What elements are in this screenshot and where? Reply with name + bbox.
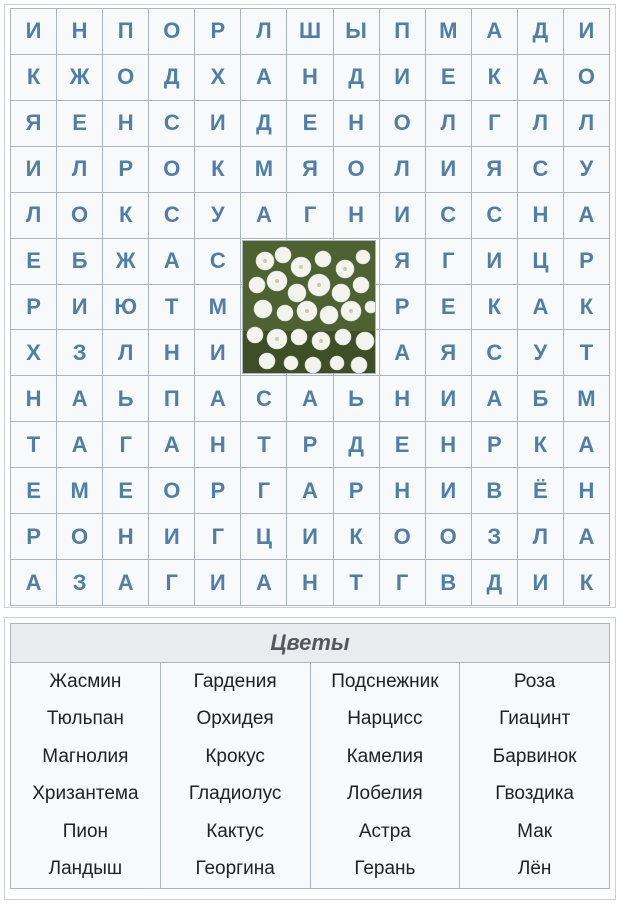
grid-cell: А bbox=[380, 330, 426, 376]
word-list-item: Гиацинт bbox=[460, 701, 610, 738]
grid-cell: А bbox=[287, 468, 333, 514]
grid-cell: Х bbox=[11, 330, 57, 376]
word-list-item: Жасмин bbox=[11, 663, 161, 701]
grid-cell: Е bbox=[287, 101, 333, 147]
grid-cell: Г bbox=[149, 560, 195, 606]
grid-cell: Л bbox=[11, 193, 57, 239]
white-flowers-photo bbox=[242, 240, 376, 374]
grid-cell: О bbox=[334, 147, 380, 193]
word-list-item: Орхидея bbox=[160, 701, 310, 738]
grid-cell: З bbox=[472, 514, 518, 560]
grid-cell: И bbox=[287, 514, 333, 560]
grid-cell: Я bbox=[380, 239, 426, 285]
word-list-item: Гвоздика bbox=[460, 775, 610, 812]
grid-cell: С bbox=[149, 101, 195, 147]
grid-cell: Ж bbox=[103, 239, 149, 285]
grid-cell: О bbox=[149, 9, 195, 55]
word-list-row bbox=[11, 813, 610, 850]
word-list-item: Георгина bbox=[160, 850, 310, 888]
grid-cell: Т bbox=[564, 330, 610, 376]
grid-cell: Т bbox=[149, 285, 195, 331]
grid-cell: Г bbox=[103, 422, 149, 468]
word-list-item: Астра bbox=[310, 813, 460, 850]
grid-cell: Я bbox=[426, 330, 472, 376]
grid-cell: И bbox=[11, 9, 57, 55]
grid-cell: У bbox=[564, 147, 610, 193]
grid-cell: П bbox=[103, 9, 149, 55]
grid-cell: А bbox=[564, 193, 610, 239]
grid-cell: Р bbox=[103, 147, 149, 193]
grid-cell: Ц bbox=[518, 239, 564, 285]
grid-cell: Я bbox=[472, 147, 518, 193]
grid-cell: А bbox=[57, 422, 103, 468]
grid-cell: А bbox=[11, 560, 57, 606]
grid-cell: Ё bbox=[518, 468, 564, 514]
grid-cell: Р bbox=[195, 468, 241, 514]
grid-cell: Л bbox=[518, 514, 564, 560]
grid-cell: Л bbox=[380, 147, 426, 193]
grid-cell: А bbox=[472, 376, 518, 422]
grid-cell: М bbox=[195, 285, 241, 331]
grid-cell: Л bbox=[103, 330, 149, 376]
grid-cell: Г bbox=[195, 514, 241, 560]
grid-cell: Д bbox=[241, 101, 287, 147]
grid-cell: Л bbox=[426, 101, 472, 147]
grid-cell: Ю bbox=[103, 285, 149, 331]
grid-cell: А bbox=[472, 9, 518, 55]
grid-cell: О bbox=[380, 514, 426, 560]
grid-cell: Р bbox=[195, 9, 241, 55]
grid-cell: Л bbox=[518, 101, 564, 147]
grid-cell: М bbox=[564, 376, 610, 422]
grid-cell: К bbox=[518, 422, 564, 468]
grid-cell: И bbox=[57, 285, 103, 331]
word-list-table bbox=[10, 623, 610, 889]
grid-cell: Е bbox=[11, 468, 57, 514]
grid-cell: А bbox=[287, 376, 333, 422]
word-list-item: Крокус bbox=[160, 738, 310, 775]
grid-cell: О bbox=[103, 55, 149, 101]
word-list-item: Лён bbox=[460, 850, 610, 888]
grid-cell: Г bbox=[241, 468, 287, 514]
grid-cell: А bbox=[241, 193, 287, 239]
grid-cell: К bbox=[11, 55, 57, 101]
word-list-row bbox=[11, 663, 610, 701]
grid-cell: Ш bbox=[287, 9, 333, 55]
grid-cell: Т bbox=[241, 422, 287, 468]
grid-cell: Е bbox=[426, 285, 472, 331]
word-list-item: Подснежник bbox=[310, 663, 460, 701]
grid-cell: Е bbox=[103, 468, 149, 514]
grid-cell: А bbox=[518, 55, 564, 101]
grid-cell: А bbox=[241, 55, 287, 101]
grid-cell: К bbox=[334, 514, 380, 560]
grid-cell: У bbox=[195, 193, 241, 239]
grid-cell: Т bbox=[11, 422, 57, 468]
grid-cell: И bbox=[426, 147, 472, 193]
grid-cell: К bbox=[564, 285, 610, 331]
grid-cell: О bbox=[564, 55, 610, 101]
grid-cell: А bbox=[564, 514, 610, 560]
grid-cell: В bbox=[472, 468, 518, 514]
grid-cell: И bbox=[195, 560, 241, 606]
grid-cell: Р bbox=[11, 514, 57, 560]
grid-cell: З bbox=[57, 560, 103, 606]
grid-cell: З bbox=[57, 330, 103, 376]
grid-cell: И bbox=[195, 101, 241, 147]
grid-cell: П bbox=[380, 9, 426, 55]
grid-cell: И bbox=[149, 514, 195, 560]
grid-cell: Я bbox=[11, 101, 57, 147]
grid-cell: С bbox=[426, 193, 472, 239]
grid-cell: Д bbox=[472, 560, 518, 606]
grid-cell: Л bbox=[564, 101, 610, 147]
grid-cell: Д bbox=[334, 55, 380, 101]
grid-cell: К bbox=[472, 285, 518, 331]
grid-cell: Е bbox=[426, 55, 472, 101]
grid-cell: И bbox=[426, 376, 472, 422]
word-list-item: Тюльпан bbox=[11, 701, 161, 738]
grid-cell: Н bbox=[426, 422, 472, 468]
grid-cell: Н bbox=[11, 376, 57, 422]
grid-cell: К bbox=[195, 147, 241, 193]
grid-cell: С bbox=[472, 193, 518, 239]
grid-cell: Д bbox=[518, 9, 564, 55]
grid-cell: Н bbox=[380, 376, 426, 422]
grid-cell: Л bbox=[57, 147, 103, 193]
grid-cell: А bbox=[103, 560, 149, 606]
grid-cell: В bbox=[426, 560, 472, 606]
grid-cell: Е bbox=[11, 239, 57, 285]
grid-cell: С bbox=[149, 193, 195, 239]
grid-cell: Л bbox=[241, 9, 287, 55]
word-list-item: Роза bbox=[460, 663, 610, 701]
grid-cell: С bbox=[241, 376, 287, 422]
word-list-item: Гладиолус bbox=[160, 775, 310, 812]
word-list-body bbox=[11, 663, 610, 889]
grid-cell: Р bbox=[564, 239, 610, 285]
word-list-item: Герань bbox=[310, 850, 460, 888]
grid-cell: К bbox=[564, 560, 610, 606]
word-list-row bbox=[11, 775, 610, 812]
grid-cell: Х bbox=[195, 55, 241, 101]
grid-cell: Е bbox=[380, 422, 426, 468]
grid-cell: И bbox=[380, 55, 426, 101]
grid-cell: И bbox=[380, 193, 426, 239]
grid-cell: Г bbox=[380, 560, 426, 606]
grid-cell: Г bbox=[426, 239, 472, 285]
grid-cell: М bbox=[241, 147, 287, 193]
grid-cell: Ь bbox=[103, 376, 149, 422]
grid-cell: А bbox=[57, 376, 103, 422]
word-list-item: Мак bbox=[460, 813, 610, 850]
grid-cell: Р bbox=[287, 422, 333, 468]
grid-cell: А bbox=[241, 560, 287, 606]
word-list-item: Камелия bbox=[310, 738, 460, 775]
grid-cell: Р bbox=[334, 468, 380, 514]
grid-cell: Н bbox=[287, 560, 333, 606]
grid-cell: А bbox=[564, 422, 610, 468]
word-list-row bbox=[11, 850, 610, 888]
word-list-title: Цветы bbox=[11, 624, 610, 663]
grid-cell: Н bbox=[380, 468, 426, 514]
grid-cell: Б bbox=[518, 376, 564, 422]
grid-cell: Н bbox=[195, 422, 241, 468]
word-list-item: Кактус bbox=[160, 813, 310, 850]
grid-cell: А bbox=[149, 422, 195, 468]
word-list-row bbox=[11, 738, 610, 775]
grid-cell: С bbox=[472, 330, 518, 376]
grid-cell: А bbox=[195, 376, 241, 422]
grid-cell: О bbox=[149, 147, 195, 193]
word-list-item: Ландыш bbox=[11, 850, 161, 888]
grid-cell: А bbox=[518, 285, 564, 331]
grid-cell: Я bbox=[287, 147, 333, 193]
grid-cell: Н bbox=[564, 468, 610, 514]
grid-cell: Н bbox=[518, 193, 564, 239]
word-list-item: Магнолия bbox=[11, 738, 161, 775]
grid-cell: О bbox=[380, 101, 426, 147]
word-list-item: Барвинок bbox=[460, 738, 610, 775]
word-list-item: Нарцисс bbox=[310, 701, 460, 738]
grid-cell: Н bbox=[57, 9, 103, 55]
grid-cell: П bbox=[149, 376, 195, 422]
word-list-row bbox=[11, 701, 610, 738]
word-list-item: Хризантема bbox=[11, 775, 161, 812]
word-list-item: Пион bbox=[11, 813, 161, 850]
grid-cell: Ы bbox=[334, 9, 380, 55]
grid-cell: Н bbox=[334, 101, 380, 147]
grid-cell: И bbox=[11, 147, 57, 193]
grid-cell: Н bbox=[287, 55, 333, 101]
grid-cell: О bbox=[426, 514, 472, 560]
grid-cell: И bbox=[518, 560, 564, 606]
grid-cell: Г bbox=[472, 101, 518, 147]
grid-cell: Н bbox=[149, 330, 195, 376]
grid-cell: Н bbox=[103, 101, 149, 147]
grid-cell: О bbox=[149, 468, 195, 514]
grid-cell: И bbox=[472, 239, 518, 285]
grid-cell: Е bbox=[57, 101, 103, 147]
grid-cell: О bbox=[57, 193, 103, 239]
grid-cell: К bbox=[103, 193, 149, 239]
grid-cell: Ь bbox=[334, 376, 380, 422]
word-list-item: Гардения bbox=[160, 663, 310, 701]
grid-cell: Р bbox=[380, 285, 426, 331]
grid-cell: М bbox=[426, 9, 472, 55]
grid-cell: Д bbox=[149, 55, 195, 101]
word-list-item: Лобелия bbox=[310, 775, 460, 812]
grid-cell: Н bbox=[103, 514, 149, 560]
grid-cell: Т bbox=[334, 560, 380, 606]
grid-cell: К bbox=[472, 55, 518, 101]
grid-cell: У bbox=[518, 330, 564, 376]
grid-cell: А bbox=[149, 239, 195, 285]
grid-cell: И bbox=[195, 330, 241, 376]
grid-cell: Б bbox=[57, 239, 103, 285]
grid-cell: М bbox=[57, 468, 103, 514]
grid-cell: Г bbox=[287, 193, 333, 239]
grid-cell: Ц bbox=[241, 514, 287, 560]
grid-cell: Р bbox=[472, 422, 518, 468]
grid-cell: С bbox=[518, 147, 564, 193]
grid-cell: О bbox=[57, 514, 103, 560]
grid-cell: И bbox=[426, 468, 472, 514]
grid-cell: Д bbox=[334, 422, 380, 468]
grid-cell: И bbox=[564, 9, 610, 55]
grid-cell: С bbox=[195, 239, 241, 285]
grid-cell: Ж bbox=[57, 55, 103, 101]
grid-cell: Н bbox=[334, 193, 380, 239]
grid-cell: Р bbox=[11, 285, 57, 331]
